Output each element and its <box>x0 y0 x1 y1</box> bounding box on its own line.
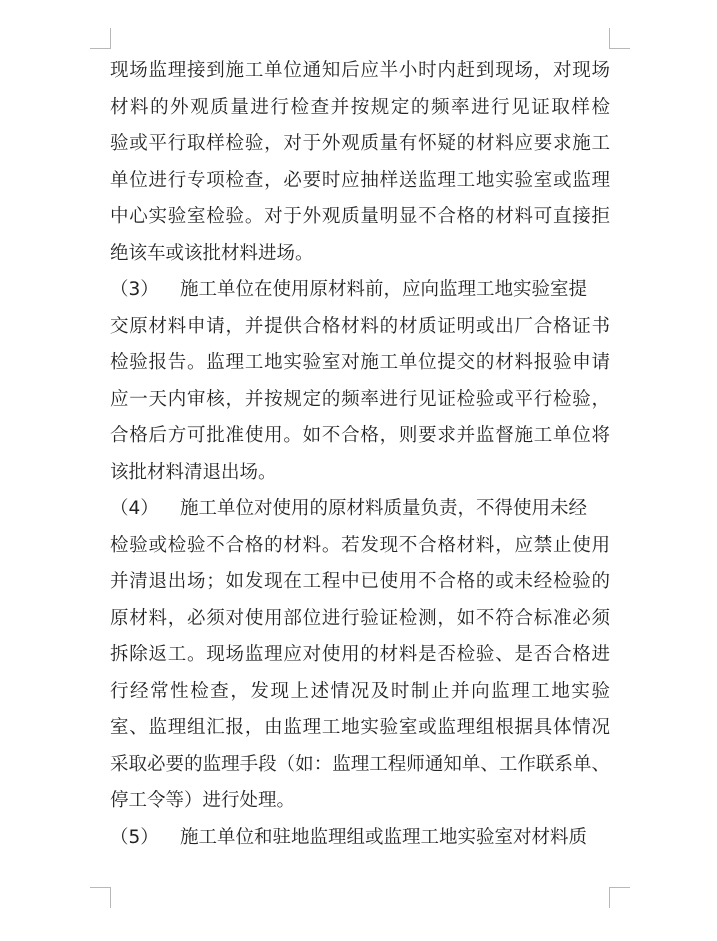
text-line: 该批材料清退出场。 <box>110 461 277 483</box>
text-line <box>110 491 610 528</box>
text-line: 拆除返工。现场监理应对使用的材料是否检验、是否合格进 <box>110 644 610 665</box>
margin-mark-top-left <box>90 28 111 49</box>
text-line: 交原材料申请，并提供合格材料的材质证明或出厂合格证书 <box>110 315 610 337</box>
text-line: 单位进行专项检查，必要时应抽样送监理工地实验室或监理 <box>110 169 610 191</box>
margin-mark-bottom-right <box>609 887 630 908</box>
paragraph-item-5 <box>110 820 610 857</box>
text-line: 应一天内审核，并按规定的频率进行见证检验或平行检验， <box>110 388 610 410</box>
text-line: 现场监理接到施工单位通知后应半小时内赶到现场，对现场 <box>110 60 610 81</box>
paragraph-item-3 <box>110 272 610 491</box>
text-line: 材料的外观质量进行检查并按规定的频率进行见证取样检 <box>110 96 610 118</box>
text-line: 室、监理组汇报，由监理工地实验室或监理组根据具体情况 <box>110 717 610 738</box>
text-line: 停工令等）进行处理。 <box>110 790 296 811</box>
text-line: 采取必要的监理手段（如：监理工程师通知单、工作联系单、 <box>110 753 610 775</box>
margin-mark-top-right <box>609 28 630 49</box>
item-number: （5） <box>110 826 159 848</box>
paragraph-item-4 <box>110 491 610 820</box>
text-line: 绝该车或该批材料进场。 <box>110 242 314 264</box>
margin-mark-bottom-left <box>90 887 111 908</box>
text-line: 行经常性检查，发现上述情况及时制止并向监理工地实验 <box>110 680 610 702</box>
item-number: （3） <box>110 279 159 300</box>
item-first-line: 施工单位对使用的原材料质量负责，不得使用未经 <box>180 498 588 519</box>
text-line: 验或平行取样检验，对于外观质量有怀疑的材料应要求施工 <box>110 133 610 154</box>
text-line: 原材料，必须对使用部位进行验证检测，如不符合标准必须 <box>110 607 610 629</box>
item-number: （4） <box>110 498 159 519</box>
text-line: 检验或检验不合格的材料。若发现不合格材料，应禁止使用 <box>110 534 610 556</box>
item-first-line: 施工单位在使用原材料前，应向监理工地实验室提 <box>180 279 588 300</box>
text-line: 检验报告。监理工地实验室对施工单位提交的材料报验申请 <box>110 352 610 373</box>
item-first-line: 施工单位和驻地监理组或监理工地实验室对材料质 <box>180 826 588 848</box>
text-line: 中心实验室检验。对于外观质量明显不合格的材料可直接拒 <box>110 206 610 227</box>
text-line: 并清退出场；如发现在工程中已使用不合格的或未经检验的 <box>110 571 610 592</box>
text-line: 合格后方可批准使用。如不合格，则要求并监督施工单位将 <box>110 425 610 446</box>
text-line <box>110 272 610 309</box>
document-body <box>110 53 610 856</box>
text-line <box>110 820 610 857</box>
paragraph-intro <box>110 53 610 272</box>
